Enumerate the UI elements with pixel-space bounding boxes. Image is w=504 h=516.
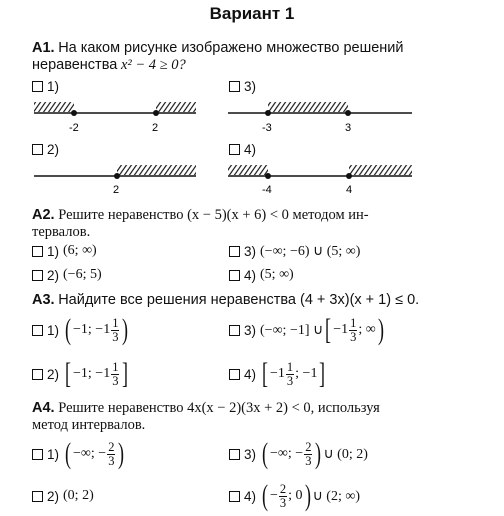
option-a3-3[interactable] bbox=[229, 312, 386, 348]
bracket-open: [ bbox=[65, 357, 72, 390]
number-line-3 bbox=[228, 102, 412, 134]
option-a3-1[interactable] bbox=[32, 312, 130, 348]
number-line-1 bbox=[34, 102, 196, 134]
question-text: Найдите все решения неравенства (4 + 3x)(x + 1) ≤ 0. bbox=[58, 292, 420, 308]
point-left bbox=[265, 110, 271, 116]
option-value: −1 bbox=[270, 366, 285, 381]
question-text: неравенства bbox=[32, 57, 118, 73]
checkbox[interactable] bbox=[32, 246, 43, 257]
option-label: 1) bbox=[47, 243, 60, 259]
bracket-close: ] bbox=[319, 357, 326, 390]
fraction: $\frac{1}{3}$ bbox=[112, 359, 119, 388]
option-a2-4[interactable] bbox=[229, 267, 294, 283]
page-title: Вариант 1 bbox=[209, 4, 295, 23]
question-a2 bbox=[32, 207, 492, 241]
paren-close: ) bbox=[122, 313, 129, 346]
paren-open: ( bbox=[262, 437, 269, 470]
question-text: Решите неравенство (x − 5)(x + 6) < 0 методом ин- bbox=[58, 207, 369, 223]
option-a2-3[interactable] bbox=[229, 243, 360, 260]
paren-open: ( bbox=[65, 313, 72, 346]
option-label: 4) bbox=[244, 488, 257, 504]
option-label: 1) bbox=[47, 79, 60, 94]
paren-close: ) bbox=[304, 479, 311, 512]
point-left bbox=[71, 110, 77, 116]
option-label: 1) bbox=[47, 446, 60, 462]
option-value: −1; −1 bbox=[73, 366, 111, 381]
point-left bbox=[265, 173, 271, 179]
point-right bbox=[153, 110, 159, 116]
option-a2-2[interactable] bbox=[32, 267, 102, 283]
option-a3-2[interactable] bbox=[32, 356, 130, 392]
checkbox[interactable] bbox=[32, 491, 43, 502]
option-label: 3) bbox=[244, 244, 257, 259]
question-text: тервалов. bbox=[32, 224, 91, 240]
number-line-2 bbox=[34, 165, 196, 196]
option-label: 2) bbox=[47, 142, 60, 157]
fraction: $\frac{2}{3}$ bbox=[108, 439, 115, 468]
bracket-open: [ bbox=[325, 313, 332, 346]
checkbox[interactable] bbox=[32, 449, 43, 460]
fraction: $\frac{1}{3}$ bbox=[350, 315, 357, 344]
fraction: $\frac{2}{3}$ bbox=[279, 481, 287, 510]
option-value: (−6; 5) bbox=[63, 267, 102, 282]
option-label: 3) bbox=[244, 446, 257, 462]
hatch-right bbox=[156, 102, 196, 112]
question-text: метод интервалов. bbox=[32, 417, 146, 433]
checkbox[interactable] bbox=[229, 449, 240, 460]
question-text: На каком рисунке изображено множество решений bbox=[58, 40, 404, 56]
question-a3 bbox=[32, 292, 492, 309]
point-right bbox=[345, 110, 351, 116]
fraction: $\frac{2}{3}$ bbox=[305, 439, 312, 468]
option-value: (6; ∞) bbox=[63, 243, 97, 258]
tick-label: 2 bbox=[113, 184, 120, 196]
option-a4-3[interactable] bbox=[229, 436, 368, 472]
tick-label: -3 bbox=[262, 122, 272, 134]
point-right bbox=[346, 173, 352, 179]
option-value: ∪ (2; ∞) bbox=[312, 488, 361, 504]
option-value: −1 bbox=[333, 322, 349, 337]
option-value: − bbox=[270, 488, 278, 503]
point bbox=[114, 173, 120, 179]
hatch-left bbox=[228, 165, 268, 175]
fraction: $\frac{1}{3}$ bbox=[286, 359, 294, 388]
hatch-left bbox=[34, 102, 74, 112]
option-value: ∪ (0; 2) bbox=[323, 446, 368, 462]
paren-open: ( bbox=[262, 479, 269, 512]
option-value: −∞; − bbox=[73, 446, 107, 461]
option-label: 2) bbox=[47, 488, 60, 504]
question-number: А3. bbox=[32, 292, 55, 308]
option-label: 3) bbox=[244, 322, 257, 338]
option-label: 3) bbox=[244, 79, 257, 94]
option-value: (−∞; −1] ∪ bbox=[260, 322, 324, 338]
option-label: 2) bbox=[47, 267, 60, 283]
checkbox[interactable] bbox=[32, 270, 43, 281]
option-value: ; 0 bbox=[288, 488, 303, 503]
checkbox[interactable] bbox=[32, 325, 43, 336]
checkbox[interactable] bbox=[229, 325, 240, 336]
option-value: ; −1 bbox=[295, 366, 318, 381]
paren-open: ( bbox=[65, 437, 72, 470]
number-line-4 bbox=[228, 165, 412, 196]
option-value: (5; ∞) bbox=[260, 267, 294, 282]
option-value: ; ∞ bbox=[358, 322, 376, 337]
paren-close: ) bbox=[118, 437, 125, 470]
tick-label: -4 bbox=[262, 184, 272, 196]
tick-label: 2 bbox=[152, 122, 159, 134]
question-text: Решите неравенство 4x(x − 2)(3x + 2) < 0, используя bbox=[58, 400, 380, 416]
option-label: 4) bbox=[244, 267, 257, 283]
checkbox[interactable] bbox=[229, 369, 240, 380]
tick-label: 4 bbox=[346, 184, 353, 196]
tick-label: 3 bbox=[345, 122, 352, 134]
paren-close: ) bbox=[377, 313, 384, 346]
option-value: −∞; − bbox=[270, 446, 304, 461]
option-value: (0; 2) bbox=[63, 488, 94, 503]
question-number: А4. bbox=[32, 400, 55, 416]
option-value: (−∞; −6) ∪ (5; ∞) bbox=[260, 244, 361, 259]
option-label: 2) bbox=[47, 366, 60, 382]
hatch-right bbox=[349, 165, 412, 175]
checkbox[interactable] bbox=[32, 369, 43, 380]
option-a3-4[interactable] bbox=[229, 356, 327, 392]
fraction: $\frac{1}{3}$ bbox=[112, 315, 119, 344]
hatch-right bbox=[117, 165, 196, 175]
option-a4-1[interactable] bbox=[32, 436, 126, 472]
checkbox[interactable] bbox=[229, 491, 240, 502]
paren-close: ) bbox=[315, 437, 322, 470]
option-a2-1[interactable] bbox=[32, 243, 97, 259]
bracket-open: [ bbox=[262, 357, 269, 390]
question-a4 bbox=[32, 400, 492, 434]
option-a4-2[interactable] bbox=[32, 478, 94, 514]
checkbox[interactable] bbox=[229, 270, 240, 281]
question-number: А2. bbox=[32, 207, 55, 223]
option-a4-4[interactable] bbox=[229, 478, 360, 514]
bracket-close: ] bbox=[122, 357, 129, 390]
checkbox[interactable] bbox=[229, 246, 240, 257]
option-label: 1) bbox=[47, 322, 60, 338]
option-label: 4) bbox=[244, 142, 257, 157]
question-expression: x² − 4 ≥ 0? bbox=[120, 57, 186, 73]
hatch-middle bbox=[268, 102, 348, 112]
option-value: −1; −1 bbox=[73, 322, 111, 337]
tick-label: -2 bbox=[69, 122, 79, 134]
question-number: А1. bbox=[32, 40, 55, 56]
option-label: 4) bbox=[244, 366, 257, 382]
